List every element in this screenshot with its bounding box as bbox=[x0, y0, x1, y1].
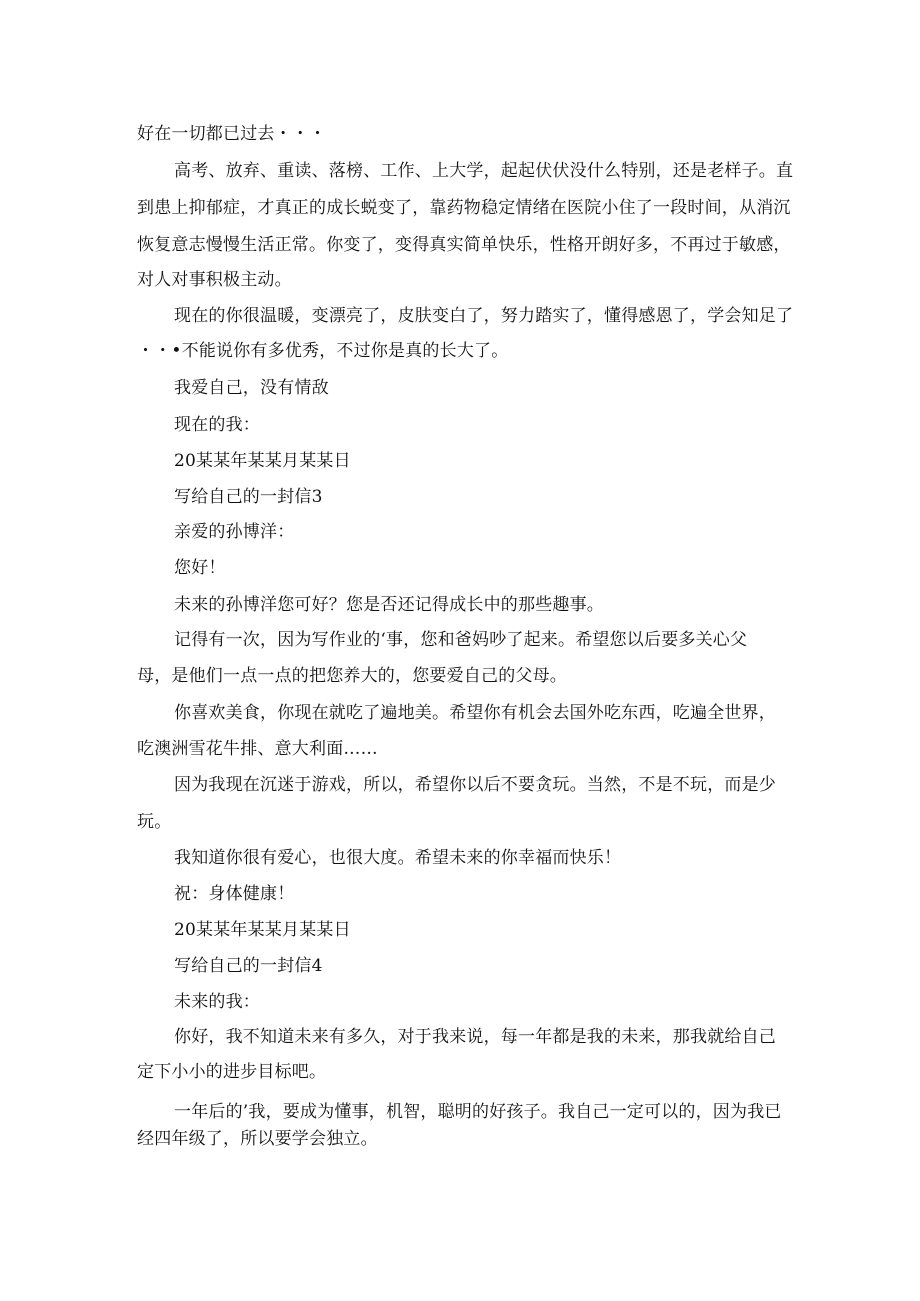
salutation: 亲爱的孙博洋： bbox=[174, 522, 295, 542]
salutation: 未来的我： bbox=[174, 992, 260, 1012]
text-line: 你好，我不知道未来有多久，对于我来说，每一年都是我的未来，那我就给自己 bbox=[174, 1027, 776, 1047]
letter-title: 写给自己的一封信4 bbox=[174, 956, 323, 976]
text-line: 对人对事积极主动。 bbox=[137, 270, 292, 290]
text-line: 好在一切都已过去・・・ bbox=[137, 124, 327, 144]
text-line: 我爱自己，没有情敌 bbox=[174, 378, 329, 398]
text-line: 到患上抑郁症，才真正的成长蜕变了，靠药物稳定情绪在医院小住了一段时间，从消沉 bbox=[137, 198, 791, 218]
text-line: 我知道你很有爱心，也很大度。希望未来的你幸福而快乐！ bbox=[174, 848, 622, 868]
letter-title: 写给自己的一封信3 bbox=[174, 487, 323, 507]
text-line: 母，是他们一点一点的把您养大的，您要爱自己的父母。 bbox=[137, 666, 567, 686]
text-line: 现在的我： bbox=[174, 415, 260, 435]
text-line: ・・•不能说你有多优秀，不过你是真的长大了。 bbox=[137, 341, 509, 361]
text-line: 现在的你很温暖，变漂亮了，皮肤变白了，努力踏实了，懂得感恩了，学会知足了 bbox=[174, 306, 794, 326]
closing-line: 祝：身体健康！ bbox=[174, 884, 295, 904]
text-line: 记得有一次，因为写作业的‘事，您和爸妈吵了起来。希望您以后要多关心父 bbox=[174, 630, 748, 650]
text-line: 恢复意志慢慢生活正常。你变了，变得真实简单快乐，性格开朗好多，不再过于敏感， bbox=[137, 235, 791, 255]
text-line: 一年后的’我，要成为懂事，机智，聪明的好孩子。我自己一定可以的，因为我已 bbox=[174, 1102, 782, 1122]
text-line: 定下小小的进步目标吧。 bbox=[137, 1062, 327, 1082]
text-line: 高考、放弃、重读、落榜、工作、上大学，起起伏伏没什么特别，还是老样子。直 bbox=[174, 161, 794, 181]
text-line: 未来的孙博洋您可好？您是否还记得成长中的那些趣事。 bbox=[174, 595, 604, 615]
text-line: 吃澳洲雪花牛排、意大利面…… bbox=[137, 739, 378, 759]
date-line: 20某某年某某月某某日 bbox=[174, 920, 351, 940]
text-line: 玩。 bbox=[137, 812, 172, 832]
text-line: 因为我现在沉迷于游戏，所以，希望你以后不要贪玩。当然，不是不玩，而是少 bbox=[174, 775, 776, 795]
text-line: 经四年级了，所以要学会独立。 bbox=[137, 1129, 378, 1149]
text-line: 你喜欢美食，你现在就吃了遍地美。希望你有机会去国外吃东西，吃遍全世界， bbox=[174, 703, 776, 723]
date-line: 20某某年某某月某某日 bbox=[174, 451, 351, 471]
greeting: 您好！ bbox=[174, 558, 226, 578]
